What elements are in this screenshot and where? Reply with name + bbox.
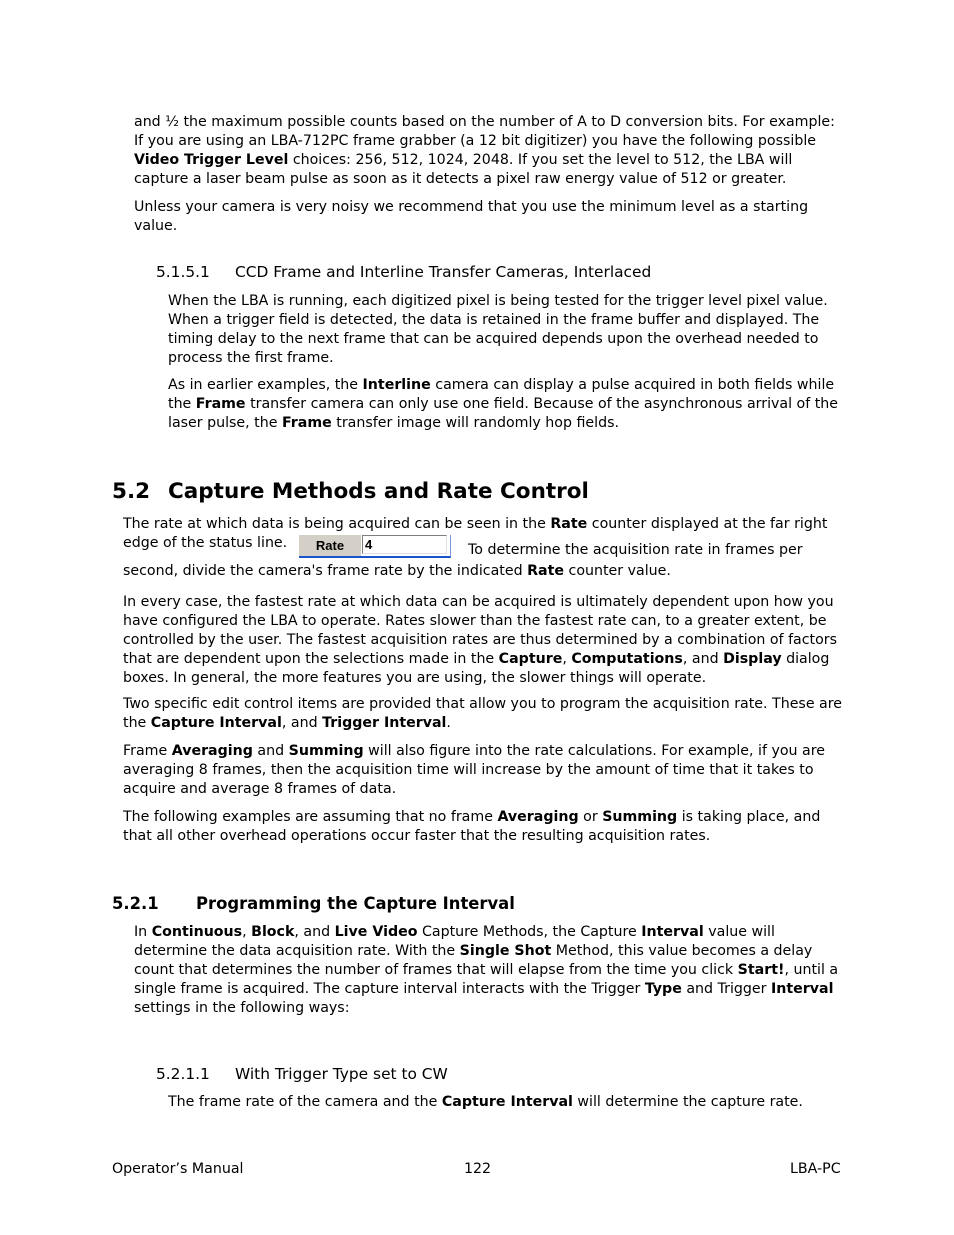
bold-term: Summing bbox=[602, 809, 678, 825]
text: camera can display a pulse acquired in both fields while the bbox=[168, 377, 835, 412]
footer-left: Operator’s Manual bbox=[112, 1161, 244, 1177]
section-number: 5.2 bbox=[112, 479, 151, 504]
section-title: CCD Frame and Interline Transfer Cameras, Interlaced bbox=[235, 263, 652, 281]
paragraph-interline-frame bbox=[168, 376, 846, 433]
section-number: 5.1.5.1 bbox=[156, 263, 210, 281]
text: The following examples are assuming that no frame bbox=[123, 809, 498, 825]
page-number: 122 bbox=[464, 1161, 492, 1177]
paragraph-averaging-summing bbox=[123, 742, 846, 799]
text: and bbox=[252, 743, 289, 759]
section-number: 5.2.1.1 bbox=[156, 1065, 210, 1083]
text: or bbox=[578, 809, 603, 825]
text: The frame rate of the camera and the bbox=[168, 1094, 442, 1110]
bold-term: Type bbox=[644, 981, 682, 997]
text: counter displayed at the far right edge of the status line. bbox=[123, 516, 828, 551]
bold-term: Capture Interval bbox=[150, 715, 282, 731]
text: dialog boxes. In general, the more features you are using, the slower things will operate. bbox=[123, 651, 830, 686]
text: The rate at which data is being acquired can be seen in the bbox=[123, 516, 551, 532]
text: Unless your camera is very noisy we recommend that you use the minimum level as a starting value. bbox=[134, 199, 809, 234]
paragraph-capture-methods bbox=[134, 923, 846, 1018]
bold-term: Start! bbox=[737, 962, 785, 978]
bold-term: Live Video bbox=[334, 924, 418, 940]
text: , and bbox=[294, 924, 335, 940]
bold-term: Capture bbox=[498, 651, 563, 667]
paragraph-lba-running bbox=[168, 292, 846, 368]
rate-label: Rate bbox=[299, 535, 361, 558]
paragraph-fastest-rate bbox=[123, 593, 846, 688]
bold-term: Block bbox=[251, 924, 295, 940]
section-number: 5.2.1 bbox=[112, 894, 159, 913]
bold-term: Capture Interval bbox=[441, 1094, 573, 1110]
text: In every case, the fastest rate at which data can be acquired is ultimately dependent upon how you have configured the LBA to operate. Rates slower than the fastest rate can, to a greater extent, be controlled by the user. The fastest acquisition rates are thus determined by a combination of factors that are dependent upon the selections made in the bbox=[123, 594, 838, 667]
bold-term: Interval bbox=[771, 981, 834, 997]
heading-5-1-5-1 bbox=[156, 262, 651, 282]
text: transfer image will randomly hop fields. bbox=[331, 415, 620, 431]
paragraph-following-examples bbox=[123, 808, 846, 846]
text: . bbox=[446, 715, 451, 731]
text: will also figure into the rate calculations. For example, if you are averaging 8 frames, then the acquisition time will increase by the amount of time that it takes to acquire and average 8 frames of data. bbox=[123, 743, 826, 797]
heading-5-2 bbox=[112, 478, 589, 506]
bold-term: Interval bbox=[641, 924, 704, 940]
section-title: Capture Methods and Rate Control bbox=[168, 479, 589, 504]
paragraph-rate-counter-cont bbox=[123, 535, 846, 582]
footer-right: LBA-PC bbox=[790, 1161, 841, 1177]
text: choices: 256, 512, 1024, 2048. If you set the level to 512, the LBA will capture a laser beam pulse as soon as it detects a pixel raw energy value of 512 or greater. bbox=[134, 152, 793, 187]
paragraph-cw-trigger bbox=[168, 1093, 846, 1112]
bold-term: Interline bbox=[362, 377, 431, 393]
text: To determine the acquisition rate in frames per second, divide the camera's frame rate by the indicated bbox=[123, 542, 803, 579]
text: is taking place, and that all other overhead operations occur faster that the resulting acquisition rates. bbox=[123, 809, 821, 844]
text: Capture Methods, the Capture bbox=[417, 924, 642, 940]
bold-term: Frame bbox=[281, 415, 332, 431]
text: value will determine the data acquisition rate. With the bbox=[134, 924, 775, 959]
bold-term: Averaging bbox=[171, 743, 253, 759]
section-title: Programming the Capture Interval bbox=[196, 894, 515, 913]
text: will determine the capture rate. bbox=[572, 1094, 803, 1110]
text: counter value. bbox=[564, 563, 671, 579]
text: transfer camera can only use one field. Because of the asynchronous arrival of the laser pulse, the bbox=[168, 396, 839, 431]
text: Method, this value becomes a delay count that determines the number of frames that will elapse from the time you click bbox=[134, 943, 813, 978]
bold-term: Video Trigger Level bbox=[134, 152, 289, 168]
paragraph-recommendation bbox=[134, 198, 846, 236]
text: As in earlier examples, the bbox=[168, 377, 363, 393]
section-title: With Trigger Type set to CW bbox=[235, 1065, 448, 1083]
bold-term: Single Shot bbox=[459, 943, 552, 959]
heading-5-2-1-1 bbox=[156, 1064, 448, 1084]
text: In bbox=[134, 924, 152, 940]
bold-term: Rate bbox=[550, 516, 588, 532]
bold-term: Trigger Interval bbox=[322, 715, 447, 731]
bold-term: Computations bbox=[571, 651, 683, 667]
rate-value-field: 4 bbox=[362, 535, 447, 554]
bold-term: Continuous bbox=[151, 924, 243, 940]
text: and ½ the maximum possible counts based on the number of A to D conversion bits. For example: If you are using an LBA-712PC frame grabber (a 12 bit digitizer) you have the following possible bbox=[134, 114, 835, 149]
bold-term: Summing bbox=[288, 743, 364, 759]
text: , bbox=[242, 924, 252, 940]
text: and Trigger bbox=[681, 981, 771, 997]
paragraph-edit-controls bbox=[123, 695, 846, 733]
text: Frame bbox=[123, 743, 172, 759]
text: , and bbox=[281, 715, 323, 731]
text: settings in the following ways: bbox=[134, 1000, 350, 1016]
heading-5-2-1 bbox=[112, 893, 515, 915]
bold-term: Frame bbox=[195, 396, 246, 412]
text: , and bbox=[682, 651, 724, 667]
text: When the LBA is running, each digitized pixel is being tested for the trigger level pixel value. When a trigger field is detected, the data is retained in the frame buffer and displayed. The timing delay to the next frame that can be acquired depends upon the overhead needed to process the first frame. bbox=[168, 293, 828, 366]
text: , until a single frame is acquired. The capture interval interacts with the Trigger bbox=[134, 962, 839, 997]
text: , bbox=[562, 651, 572, 667]
rate-status-widget bbox=[299, 535, 451, 558]
bold-term: Rate bbox=[527, 563, 565, 579]
bold-term: Averaging bbox=[497, 809, 579, 825]
bold-term: Display bbox=[723, 651, 782, 667]
text: Two specific edit control items are provided that allow you to program the acquisition rate. These are the bbox=[123, 696, 843, 731]
paragraph-trigger-level-choices bbox=[134, 113, 846, 189]
